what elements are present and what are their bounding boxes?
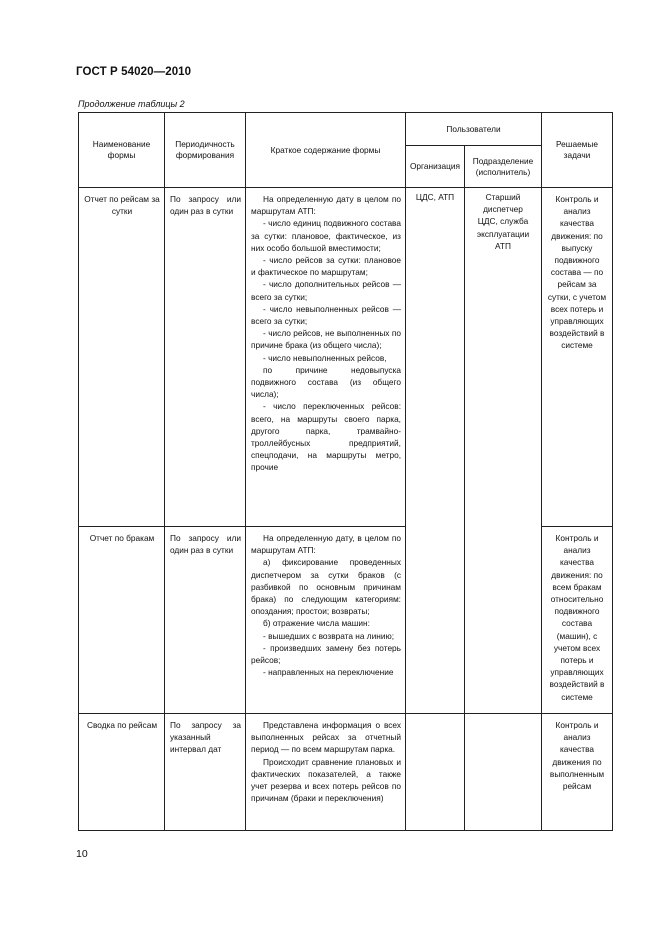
page-number: 10 bbox=[76, 848, 88, 860]
content-line: - число невыполненных рейсов — всего за сутки; bbox=[251, 303, 401, 327]
forms-table bbox=[78, 112, 613, 831]
row-name: Отчет по бракам bbox=[79, 527, 165, 714]
content-line: а) фиксирование проведенных диспетчером за сутки браков (с разбивкой по основным причинам брака) по следующим категориям: опоздания; простои; возвраты; bbox=[251, 557, 401, 617]
row-name: Отчет по рейсам за сутки bbox=[79, 188, 165, 527]
header-division: Подразделение (исполнитель) bbox=[465, 146, 542, 188]
table-row bbox=[79, 188, 613, 527]
content-line: б) отражение числа машин: bbox=[263, 618, 370, 629]
row-tasks: Контроль и анализ качества движения по выполненным рейсам bbox=[542, 714, 613, 831]
header-content: Краткое содержание формы bbox=[246, 113, 406, 188]
row-period: По запросу или один раз в сутки bbox=[165, 527, 246, 714]
header-tasks: Решаемые задачи bbox=[542, 113, 613, 188]
users-division-empty bbox=[465, 714, 542, 831]
content-line: - направленных на переключение bbox=[263, 667, 394, 678]
content-line: Представлена информация о всех выполненных рейсах за отчетный период — по всем маршрутам парка. bbox=[251, 720, 401, 755]
header-period: Периодичность формирования bbox=[165, 113, 246, 188]
document-code: ГОСТ Р 54020—2010 bbox=[76, 66, 192, 78]
content-line: - число единиц подвижного состава за сутки: плановое, фактическое, из них особо большой вместимости; bbox=[251, 218, 401, 253]
row-tasks: Контроль и анализ качества движения: по выпуску подвижного состава — по рейсам за сутки, с учетом всех потерь и управляющих воздействий в системе bbox=[542, 188, 613, 527]
users-organization: ЦДС, АТП bbox=[406, 188, 465, 714]
row-period: По запросу или один раз в сутки bbox=[165, 188, 246, 527]
row-tasks: Контроль и анализ качества движения: по всем бракам относительно подвижного состава (машин), с учетом всех потерь и управляющих воздействий в системе bbox=[542, 527, 613, 714]
header-users: Пользователи bbox=[406, 113, 542, 146]
content-line: - число невыполненных рейсов, bbox=[263, 352, 387, 363]
header-name: Наименование формы bbox=[79, 113, 165, 188]
content-line: - произведших замену без потерь рейсов; bbox=[251, 642, 401, 666]
row-name: Сводка по рейсам bbox=[79, 714, 165, 831]
content-line: На определенную дату в целом по маршрутам АТП: bbox=[251, 194, 401, 217]
row-period: По запросу за указанный интервал дат bbox=[165, 714, 246, 831]
header-organization: Организация bbox=[406, 146, 465, 188]
row-content bbox=[246, 714, 406, 831]
users-division: Старший диспетчер ЦДС, служба эксплуатации АТП bbox=[465, 188, 542, 714]
table-caption: Продолжение таблицы 2 bbox=[78, 99, 185, 109]
content-line: - число дополнительных рейсов — всего за сутки; bbox=[251, 279, 401, 302]
row-content bbox=[246, 527, 406, 714]
content-line: - число переключенных рейсов: всего, на маршруты своего парка, другого парка, трамвайно-троллейбусных предприятий, спецподачи, на маршруты метро, прочие bbox=[251, 401, 401, 473]
table-row bbox=[79, 714, 613, 831]
content-line: На определенную дату, в целом по маршрутам АТП: bbox=[251, 533, 401, 556]
content-line: - вышедших с возврата на линию; bbox=[263, 630, 395, 641]
content-line: Происходит сравнение плановых и фактических показателей, а также учет резерва и всех потерь рейсов по причинам (браки и переключения) bbox=[251, 756, 401, 804]
content-line: - число рейсов, не выполненных по причине брака (из общего числа); bbox=[251, 328, 401, 351]
content-line: по причине недовыпуска подвижного состава (из общего числа); bbox=[251, 364, 401, 400]
content-line: - число рейсов за сутки: плановое и фактическое по маршрутам; bbox=[251, 255, 401, 278]
row-content bbox=[246, 188, 406, 527]
users-organization-empty bbox=[406, 714, 465, 831]
